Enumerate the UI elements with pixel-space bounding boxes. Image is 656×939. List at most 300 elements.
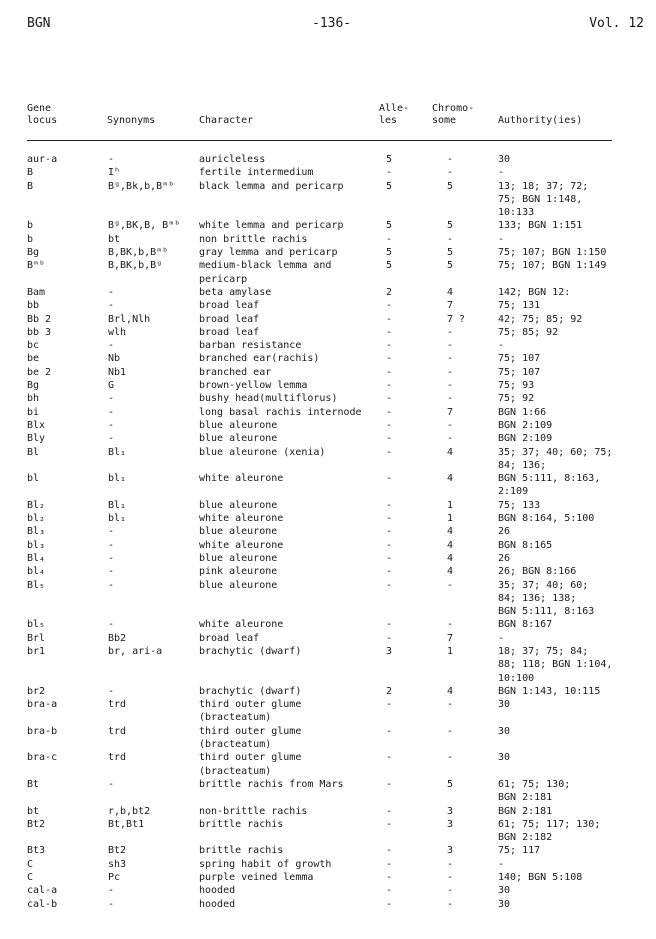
synonyms-cell: - bbox=[108, 539, 115, 551]
col-header-synonyms: Synonyms bbox=[107, 115, 156, 126]
chromosome-cell: 1 bbox=[447, 499, 454, 511]
chromosome-cell: 4 bbox=[447, 526, 454, 538]
chromosome-cell: - bbox=[447, 725, 454, 737]
character-cell: spring habit of growth bbox=[199, 858, 332, 870]
table-row bbox=[0, 805, 656, 818]
alleles-cell: 5 bbox=[386, 220, 393, 232]
chromosome-cell: - bbox=[447, 340, 454, 352]
character-cell: barban resistance bbox=[199, 340, 302, 352]
authority-cell: 75; 117 bbox=[498, 845, 541, 857]
gene-locus-cell: bt bbox=[27, 805, 40, 817]
gene-locus-cell: b bbox=[27, 233, 34, 245]
table-row bbox=[0, 645, 656, 685]
alleles-cell: - bbox=[386, 366, 393, 378]
synonyms-cell: Nb bbox=[108, 353, 121, 365]
gene-locus-cell: C bbox=[27, 858, 34, 870]
table-row bbox=[0, 552, 656, 565]
alleles-cell: - bbox=[386, 300, 393, 312]
character-cell: blue aleurone bbox=[199, 526, 278, 538]
character-cell: brown-yellow lemma bbox=[199, 380, 308, 392]
chromosome-cell: - bbox=[447, 619, 454, 631]
authority-cell: 133; BGN 1:151 bbox=[498, 220, 583, 232]
chromosome-cell: 1 bbox=[447, 645, 454, 657]
alleles-cell: - bbox=[386, 898, 393, 910]
alleles-cell: - bbox=[386, 699, 393, 711]
chromosome-cell: - bbox=[447, 898, 454, 910]
gene-locus-cell: Bg bbox=[27, 380, 40, 392]
alleles-cell: - bbox=[386, 419, 393, 431]
gene-locus-cell: cal-a bbox=[27, 885, 58, 897]
alleles-cell: - bbox=[386, 380, 393, 392]
synonyms-cell: - bbox=[108, 566, 115, 578]
authority-cell: BGN 5:111, 8:163, 2:109 bbox=[498, 473, 601, 498]
chromosome-cell: - bbox=[447, 233, 454, 245]
gene-locus-cell: bl₃ bbox=[27, 539, 46, 551]
table-row bbox=[0, 618, 656, 631]
alleles-cell: - bbox=[386, 526, 393, 538]
authority-cell: BGN 1:66 bbox=[498, 406, 547, 418]
col-header-chromosome: Chromo- some bbox=[432, 103, 475, 126]
gene-locus-cell: Bl bbox=[27, 446, 40, 458]
character-cell: hooded bbox=[199, 898, 236, 910]
authority-cell: 26 bbox=[498, 552, 511, 564]
authority-cell: 61; 75; 130; BGN 2:181 bbox=[498, 778, 571, 804]
synonyms-cell: B,BK,b,Bᵍ bbox=[108, 260, 163, 272]
authority-cell: 75; 107 bbox=[498, 353, 541, 365]
chromosome-cell: 5 bbox=[447, 778, 454, 790]
table-row bbox=[0, 166, 656, 179]
authority-cell: - bbox=[498, 233, 505, 245]
authority-cell: 18; 37; 75; 84; 88; 118; BGN 1:104, 10:100 bbox=[498, 645, 613, 684]
table-row bbox=[0, 180, 656, 220]
character-cell: white lemma and pericarp bbox=[199, 220, 344, 232]
synonyms-cell: Bᵍ,BK,B, Bᵐᵇ bbox=[108, 220, 181, 232]
authority-cell: BGN 2:109 bbox=[498, 433, 553, 445]
chromosome-cell: 4 bbox=[447, 552, 454, 564]
chromosome-cell: 4 bbox=[447, 685, 454, 697]
gene-locus-cell: bb 3 bbox=[27, 326, 52, 338]
gene-locus-cell: Bᵐᵇ bbox=[27, 260, 46, 272]
table-row bbox=[0, 539, 656, 552]
alleles-cell: - bbox=[386, 499, 393, 511]
alleles-cell: - bbox=[386, 406, 393, 418]
synonyms-cell: bl₁ bbox=[108, 473, 127, 485]
alleles-cell: - bbox=[386, 340, 393, 352]
synonyms-cell: - bbox=[108, 885, 115, 897]
synonyms-cell: Brl,Nlh bbox=[108, 313, 151, 325]
character-cell: non-brittle rachis bbox=[199, 805, 308, 817]
gene-locus-cell: br2 bbox=[27, 685, 46, 697]
gene-locus-cell: Bt3 bbox=[27, 845, 46, 857]
synonyms-cell: Iʰ bbox=[108, 167, 121, 179]
table-row bbox=[0, 898, 656, 911]
table-row bbox=[0, 565, 656, 578]
table-row bbox=[0, 153, 656, 166]
authority-cell: 140; BGN 5:108 bbox=[498, 872, 583, 884]
gene-locus-cell: bl₄ bbox=[27, 566, 46, 578]
alleles-cell: - bbox=[386, 313, 393, 325]
chromosome-cell: - bbox=[447, 699, 454, 711]
chromosome-cell: 5 bbox=[447, 260, 454, 272]
col-header-character: Character bbox=[199, 115, 254, 126]
character-cell: broad leaf bbox=[199, 632, 260, 644]
alleles-cell: - bbox=[386, 818, 393, 830]
synonyms-cell: Bl₁ bbox=[108, 499, 127, 511]
chromosome-cell: 7 bbox=[447, 632, 454, 644]
chromosome-cell: - bbox=[447, 154, 454, 165]
synonyms-cell: - bbox=[108, 685, 115, 697]
gene-locus-cell: be bbox=[27, 353, 40, 365]
authority-cell: 61; 75; 117; 130; BGN 2:182 bbox=[498, 818, 601, 844]
character-cell: blue aleurone bbox=[199, 552, 278, 564]
character-cell: brittle rachis from Mars bbox=[199, 778, 344, 790]
chromosome-cell: - bbox=[447, 353, 454, 365]
alleles-cell: - bbox=[386, 539, 393, 551]
alleles-cell: - bbox=[386, 579, 393, 591]
authority-cell: 30 bbox=[498, 885, 511, 897]
authority-cell: 75; 107 bbox=[498, 366, 541, 378]
table-row bbox=[0, 844, 656, 857]
character-cell: blue aleurone bbox=[199, 433, 278, 445]
character-cell: blue aleurone bbox=[199, 419, 278, 431]
alleles-cell: - bbox=[386, 778, 393, 790]
alleles-cell: 5 bbox=[386, 247, 393, 259]
header-rule bbox=[27, 140, 612, 141]
table-row bbox=[0, 858, 656, 871]
alleles-cell: 5 bbox=[386, 154, 393, 165]
alleles-cell: - bbox=[386, 513, 393, 525]
synonyms-cell: B,BK,b,Bᵐᵇ bbox=[108, 247, 169, 259]
synonyms-cell: - bbox=[108, 286, 115, 298]
gene-locus-cell: Brl bbox=[27, 632, 46, 644]
gene-locus-cell: aur-a bbox=[27, 154, 58, 165]
character-cell: black lemma and pericarp bbox=[199, 180, 344, 192]
chromosome-cell: - bbox=[447, 380, 454, 392]
table-row bbox=[0, 446, 656, 473]
table-row bbox=[0, 512, 656, 525]
table-row bbox=[0, 352, 656, 365]
table-row bbox=[0, 818, 656, 845]
alleles-cell: 3 bbox=[386, 645, 393, 657]
chromosome-cell: 3 bbox=[447, 805, 454, 817]
synonyms-cell: - bbox=[108, 526, 115, 538]
table-row bbox=[0, 632, 656, 645]
chromosome-cell: 7 bbox=[447, 300, 454, 312]
gene-locus-cell: Bl₅ bbox=[27, 579, 46, 591]
chromosome-cell: - bbox=[447, 326, 454, 338]
alleles-cell: - bbox=[386, 446, 393, 458]
character-cell: third outer glume (bracteatum) bbox=[199, 725, 302, 751]
gene-locus-cell: Bam bbox=[27, 286, 46, 298]
authority-cell: 35; 37; 40; 60; 75; 84; 136; bbox=[498, 446, 613, 471]
synonyms-cell: Bl₁ bbox=[108, 446, 127, 458]
authority-cell: 142; BGN 12: bbox=[498, 286, 571, 298]
table-row bbox=[0, 698, 656, 725]
character-cell: white aleurone bbox=[199, 473, 284, 485]
table-row bbox=[0, 392, 656, 405]
character-cell: broad leaf bbox=[199, 300, 260, 312]
synonyms-cell: - bbox=[108, 340, 115, 352]
gene-locus-cell: Blx bbox=[27, 419, 46, 431]
alleles-cell: - bbox=[386, 619, 393, 631]
alleles-cell: - bbox=[386, 805, 393, 817]
synonyms-cell: - bbox=[108, 300, 115, 312]
synonyms-cell: trd bbox=[108, 752, 127, 764]
header-page-number: -136- bbox=[312, 16, 352, 31]
alleles-cell: - bbox=[386, 353, 393, 365]
synonyms-cell: - bbox=[108, 406, 115, 418]
character-cell: brittle rachis bbox=[199, 818, 284, 830]
character-cell: third outer glume (bracteatum) bbox=[199, 752, 302, 777]
authority-cell: 75; 92 bbox=[498, 393, 535, 405]
gene-locus-cell: bh bbox=[27, 393, 40, 405]
authority-cell: BGN 8:167 bbox=[498, 619, 553, 631]
chromosome-cell: 1 bbox=[447, 513, 454, 525]
gene-locus-cell: Bl₄ bbox=[27, 552, 46, 564]
chromosome-cell: - bbox=[447, 167, 454, 179]
character-cell: hooded bbox=[199, 885, 236, 897]
chromosome-cell: 4 bbox=[447, 566, 454, 578]
table-row bbox=[0, 884, 656, 897]
chromosome-cell: 7 ? bbox=[447, 313, 466, 325]
gene-locus-cell: C bbox=[27, 872, 34, 884]
alleles-cell: - bbox=[386, 566, 393, 578]
chromosome-cell: 4 bbox=[447, 446, 454, 458]
table-row bbox=[0, 871, 656, 884]
table-row bbox=[0, 525, 656, 538]
alleles-cell: 5 bbox=[386, 260, 393, 272]
synonyms-cell: - bbox=[108, 393, 115, 405]
gene-locus-cell: bra-b bbox=[27, 725, 58, 737]
chromosome-cell: 5 bbox=[447, 180, 454, 192]
authority-cell: BGN 8:165 bbox=[498, 539, 553, 551]
synonyms-cell: br, ari-a bbox=[108, 645, 163, 657]
table-row bbox=[0, 778, 656, 805]
authority-cell: - bbox=[498, 167, 505, 179]
gene-locus-cell: bc bbox=[27, 340, 40, 352]
authority-cell: - bbox=[498, 632, 505, 644]
alleles-cell: - bbox=[386, 632, 393, 644]
gene-locus-cell: bra-c bbox=[27, 752, 58, 764]
character-cell: long basal rachis internode bbox=[199, 406, 362, 418]
character-cell: non brittle rachis bbox=[199, 233, 308, 245]
character-cell: white aleurone bbox=[199, 513, 284, 525]
synonyms-cell: G bbox=[108, 380, 115, 392]
header-journal: BGN bbox=[27, 16, 51, 31]
synonyms-cell: - bbox=[108, 552, 115, 564]
table-row bbox=[0, 299, 656, 312]
character-cell: fertile intermedium bbox=[199, 167, 314, 179]
chromosome-cell: - bbox=[447, 419, 454, 431]
table-row bbox=[0, 379, 656, 392]
authority-cell: BGN 2:181 bbox=[498, 805, 553, 817]
table-row bbox=[0, 432, 656, 445]
synonyms-cell: - bbox=[108, 419, 115, 431]
character-cell: medium-black lemma and pericarp bbox=[199, 260, 332, 285]
character-cell: third outer glume (bracteatum) bbox=[199, 699, 302, 724]
table-row bbox=[0, 246, 656, 259]
synonyms-cell: Bᵍ,Bk,b,Bᵐᵇ bbox=[108, 180, 175, 192]
character-cell: brachytic (dwarf) bbox=[199, 685, 302, 697]
gene-locus-cell: bb bbox=[27, 300, 40, 312]
table-row bbox=[0, 419, 656, 432]
synonyms-cell: bt bbox=[108, 233, 121, 245]
header-volume: Vol. 12 bbox=[589, 16, 644, 31]
authority-cell: 30 bbox=[498, 752, 511, 764]
table-row bbox=[0, 725, 656, 752]
authority-cell: 75; 133 bbox=[498, 499, 541, 511]
character-cell: brachytic (dwarf) bbox=[199, 645, 302, 657]
authority-cell: 30 bbox=[498, 898, 511, 910]
gene-locus-cell: Bl₃ bbox=[27, 526, 46, 538]
alleles-cell: - bbox=[386, 725, 393, 737]
synonyms-cell: trd bbox=[108, 699, 127, 711]
table-row bbox=[0, 685, 656, 698]
synonyms-cell: Pc bbox=[108, 872, 121, 884]
character-cell: bushy head(multiflorus) bbox=[199, 393, 338, 405]
gene-locus-cell: B bbox=[27, 180, 34, 192]
chromosome-cell: - bbox=[447, 433, 454, 445]
synonyms-cell: Bb2 bbox=[108, 632, 127, 644]
synonyms-cell: wlh bbox=[108, 326, 127, 338]
synonyms-cell: trd bbox=[108, 725, 127, 737]
authority-cell: 13; 18; 37; 72; 75; BGN 1:148, 10:133 bbox=[498, 180, 589, 219]
authority-cell: BGN 1:143, 10:115 bbox=[498, 685, 601, 697]
chromosome-cell: 5 bbox=[447, 220, 454, 232]
alleles-cell: 5 bbox=[386, 180, 393, 192]
authority-cell: 75; 107; BGN 1:149 bbox=[498, 260, 607, 272]
chromosome-cell: 4 bbox=[447, 286, 454, 298]
synonyms-cell: - bbox=[108, 433, 115, 445]
table-row bbox=[0, 313, 656, 326]
gene-locus-cell: bl₅ bbox=[27, 619, 46, 631]
alleles-cell: - bbox=[386, 167, 393, 179]
table-row bbox=[0, 499, 656, 512]
table-row bbox=[0, 286, 656, 299]
authority-cell: 26 bbox=[498, 526, 511, 538]
synonyms-cell: bl₁ bbox=[108, 513, 127, 525]
character-cell: gray lemma and pericarp bbox=[199, 247, 338, 259]
character-cell: brittle rachis bbox=[199, 845, 284, 857]
authority-cell: 42; 75; 85; 92 bbox=[498, 313, 583, 325]
table-row bbox=[0, 339, 656, 352]
synonyms-cell: - bbox=[108, 154, 115, 165]
gene-locus-cell: bra-a bbox=[27, 699, 58, 711]
authority-cell: 30 bbox=[498, 154, 511, 165]
table-row bbox=[0, 219, 656, 232]
col-header-locus: Gene locus bbox=[27, 103, 58, 126]
alleles-cell: - bbox=[386, 845, 393, 857]
gene-locus-cell: Bly bbox=[27, 433, 46, 445]
gene-locus-cell: cal-b bbox=[27, 898, 58, 910]
authority-cell: 30 bbox=[498, 725, 511, 737]
gene-locus-cell: bi bbox=[27, 406, 40, 418]
gene-locus-cell: Bg bbox=[27, 247, 40, 259]
chromosome-cell: 3 bbox=[447, 845, 454, 857]
authority-cell: 75; 107; BGN 1:150 bbox=[498, 247, 607, 259]
authority-cell: BGN 2:109 bbox=[498, 419, 553, 431]
table-row bbox=[0, 326, 656, 339]
chromosome-cell: - bbox=[447, 366, 454, 378]
character-cell: broad leaf bbox=[199, 326, 260, 338]
gene-locus-cell: br1 bbox=[27, 645, 46, 657]
chromosome-cell: - bbox=[447, 752, 454, 764]
alleles-cell: - bbox=[386, 433, 393, 445]
chromosome-cell: 7 bbox=[447, 406, 454, 418]
authority-cell: 75; 131 bbox=[498, 300, 541, 312]
chromosome-cell: 5 bbox=[447, 247, 454, 259]
authority-cell: - bbox=[498, 340, 505, 352]
synonyms-cell: - bbox=[108, 619, 115, 631]
character-cell: white aleurone bbox=[199, 539, 284, 551]
character-cell: broad leaf bbox=[199, 313, 260, 325]
character-cell: branched ear(rachis) bbox=[199, 353, 320, 365]
authority-cell: 35; 37; 40; 60; 84; 136; 138; BGN 5:111, 8:163 bbox=[498, 579, 595, 618]
character-cell: purple veined lemma bbox=[199, 872, 314, 884]
alleles-cell: 2 bbox=[386, 685, 393, 697]
authority-cell: 26; BGN 8:166 bbox=[498, 566, 577, 578]
synonyms-cell: sh3 bbox=[108, 858, 127, 870]
gene-locus-cell: B bbox=[27, 167, 34, 179]
table-row bbox=[0, 472, 656, 499]
gene-locus-cell: Bl₂ bbox=[27, 499, 46, 511]
chromosome-cell: - bbox=[447, 872, 454, 884]
gene-locus-cell: bl bbox=[27, 473, 40, 485]
character-cell: branched ear bbox=[199, 366, 272, 378]
character-cell: blue aleurone (xenia) bbox=[199, 446, 326, 458]
alleles-cell: - bbox=[386, 473, 393, 485]
alleles-cell: - bbox=[386, 872, 393, 884]
synonyms-cell: Bt2 bbox=[108, 845, 127, 857]
character-cell: white aleurone bbox=[199, 619, 284, 631]
authority-cell: 75; 85; 92 bbox=[498, 326, 559, 338]
character-cell: blue aleurone bbox=[199, 579, 278, 591]
table-row bbox=[0, 259, 656, 286]
alleles-cell: - bbox=[386, 326, 393, 338]
gene-locus-cell: Bt bbox=[27, 778, 40, 790]
chromosome-cell: - bbox=[447, 579, 454, 591]
gene-table-body bbox=[0, 153, 656, 911]
character-cell: pink aleurone bbox=[199, 566, 278, 578]
col-header-alleles: Alle- les bbox=[379, 103, 410, 126]
chromosome-cell: - bbox=[447, 885, 454, 897]
synonyms-cell: - bbox=[108, 898, 115, 910]
synonyms-cell: - bbox=[108, 778, 115, 790]
table-row bbox=[0, 751, 656, 778]
alleles-cell: - bbox=[386, 552, 393, 564]
authority-cell: BGN 8:164, 5:100 bbox=[498, 513, 595, 525]
authority-cell: 75; 93 bbox=[498, 380, 535, 392]
alleles-cell: - bbox=[386, 233, 393, 245]
gene-locus-cell: Bb 2 bbox=[27, 313, 52, 325]
character-cell: auricleless bbox=[199, 154, 266, 165]
table-row bbox=[0, 579, 656, 619]
col-header-authority: Authority(ies) bbox=[498, 115, 583, 126]
table-row bbox=[0, 233, 656, 246]
gene-locus-cell: b bbox=[27, 220, 34, 232]
chromosome-cell: 4 bbox=[447, 539, 454, 551]
alleles-cell: - bbox=[386, 393, 393, 405]
authority-cell: 30 bbox=[498, 699, 511, 711]
character-cell: beta amylase bbox=[199, 286, 272, 298]
table-row bbox=[0, 406, 656, 419]
synonyms-cell: Nb1 bbox=[108, 366, 127, 378]
alleles-cell: - bbox=[386, 885, 393, 897]
synonyms-cell: r,b,bt2 bbox=[108, 805, 151, 817]
chromosome-cell: 3 bbox=[447, 818, 454, 830]
authority-cell: - bbox=[498, 858, 505, 870]
synonyms-cell: - bbox=[108, 579, 115, 591]
